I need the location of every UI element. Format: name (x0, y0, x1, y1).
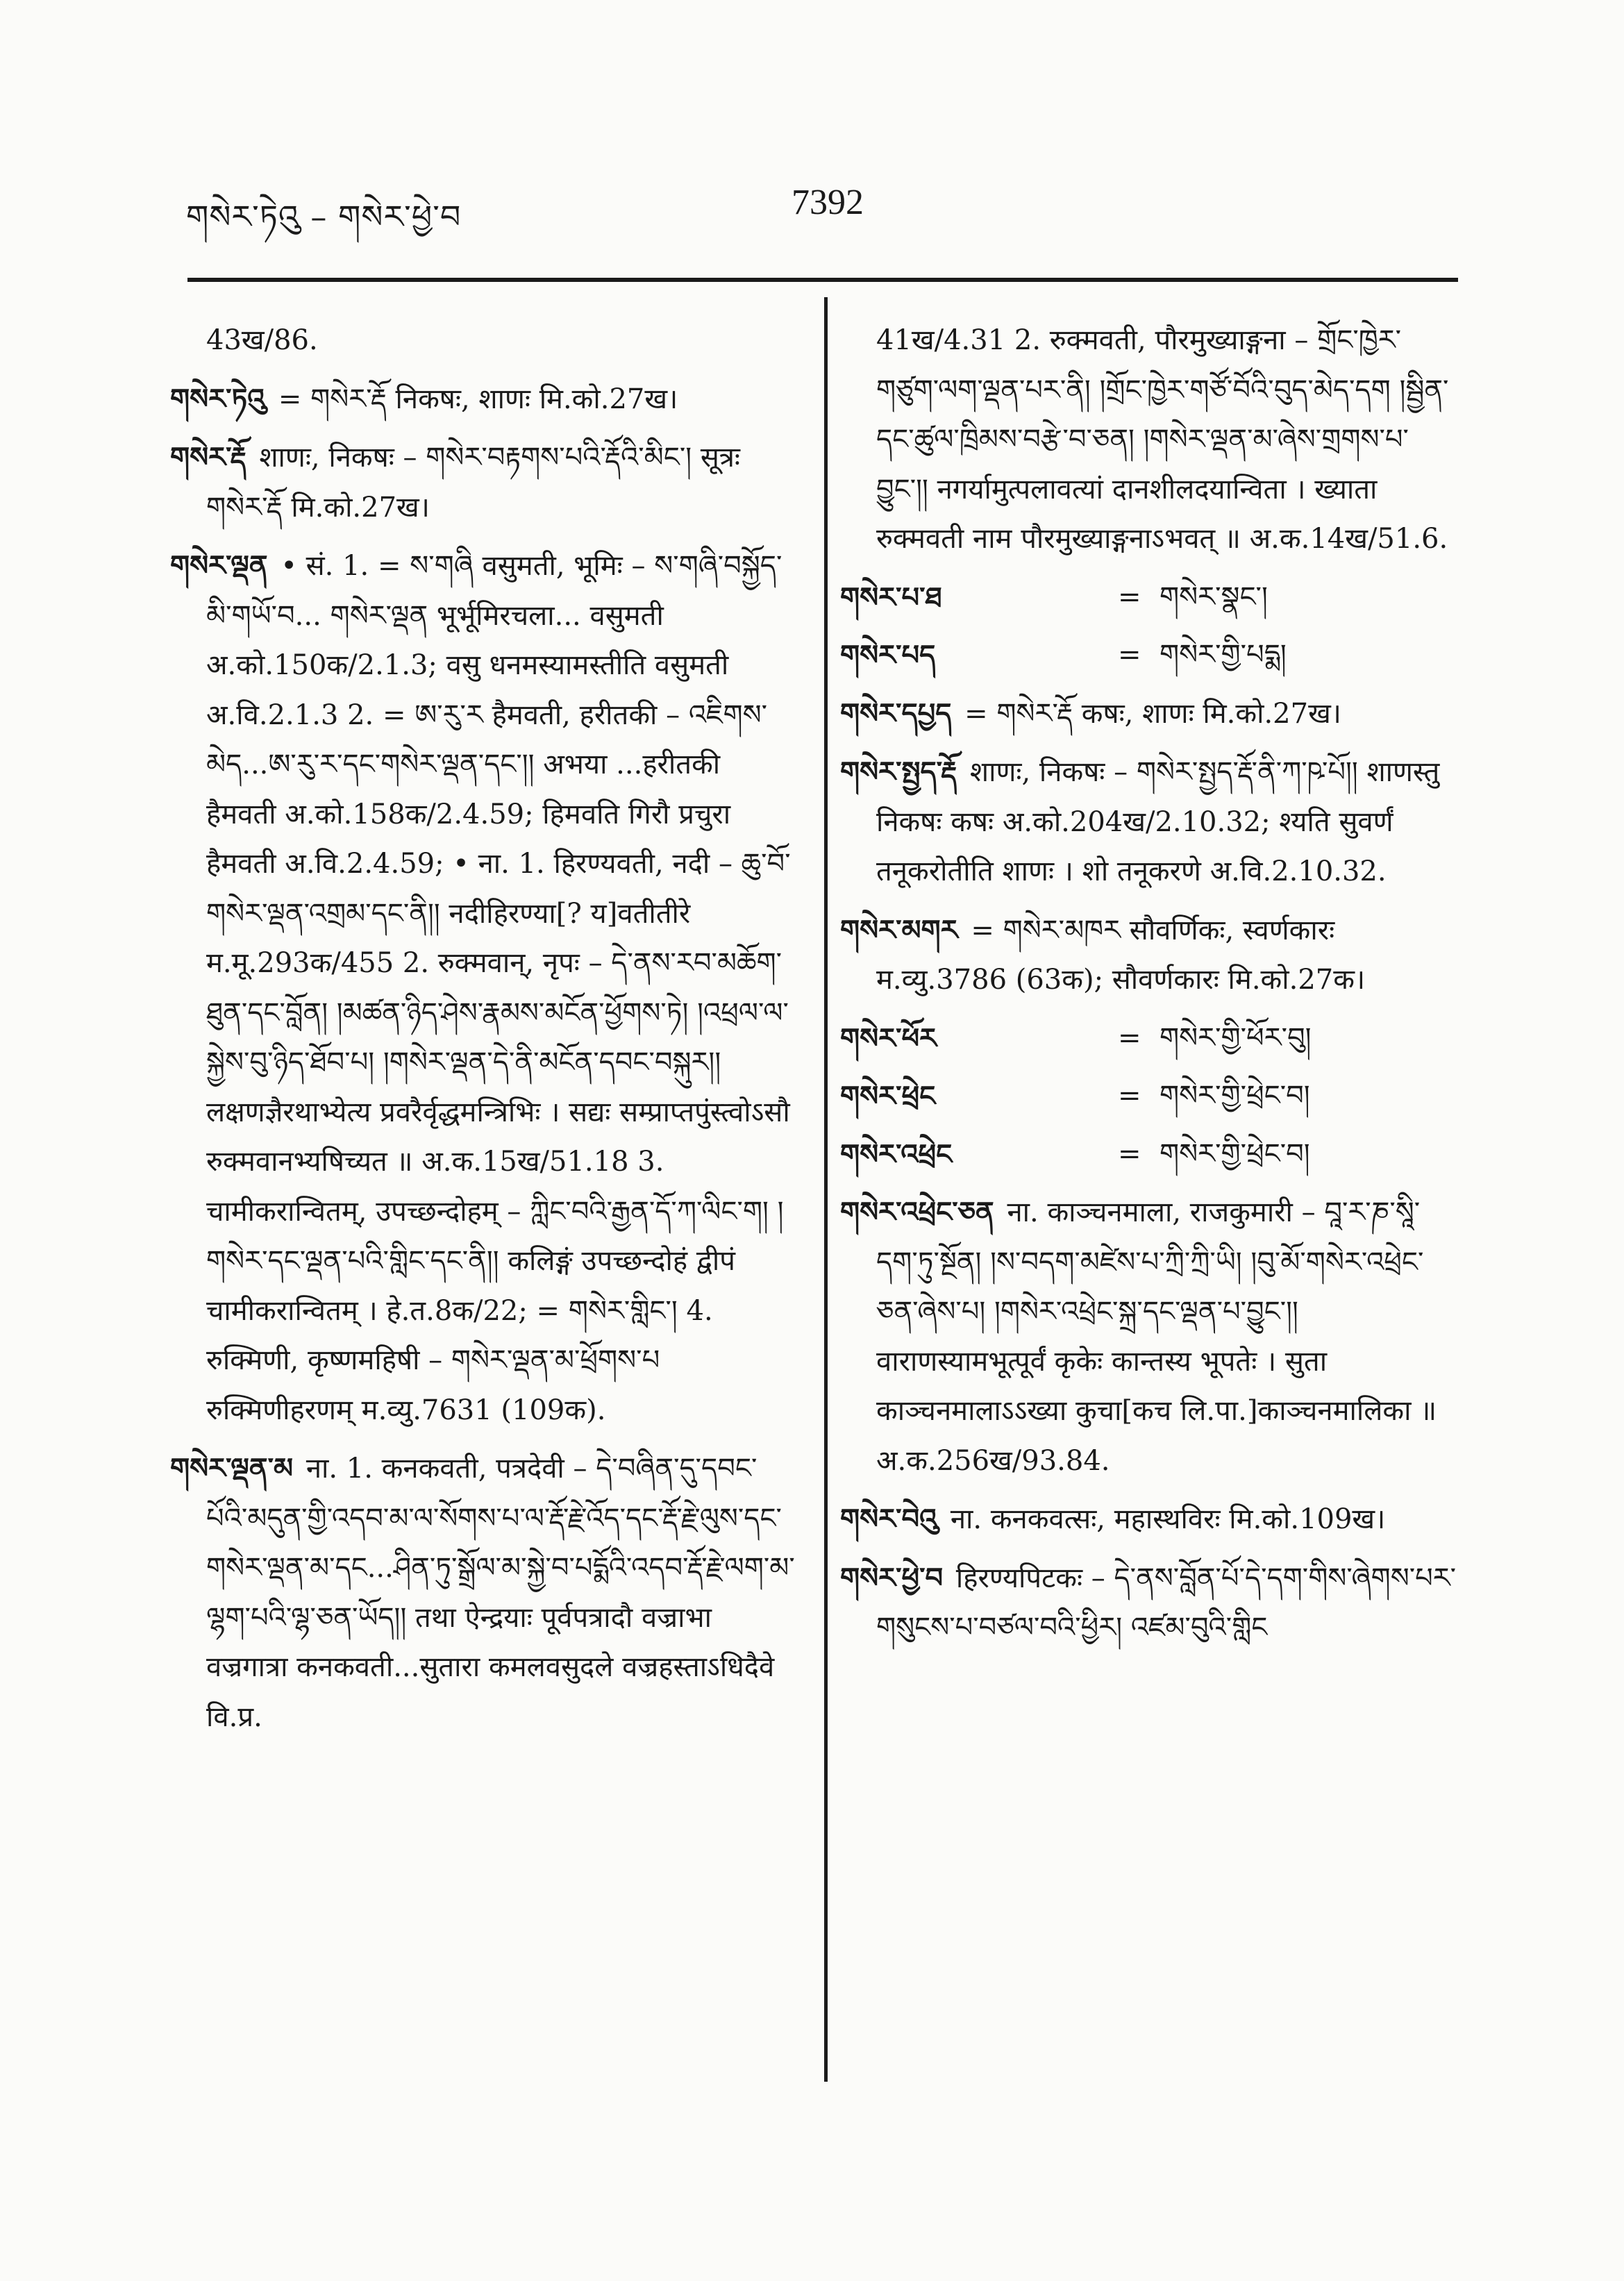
entry-definition: ना. 1. कनकवती, पत्रदेवी – དེ་བཞིན་དུ་དབང་པོའི་མདུན་གྱི་འདབ་མ་ལ་སོགས་པ་ལ་རྡོ་རྗེ་འོད་དང་རྡོ་རྗེ་ལུས་དང་གསེར་ལྡན་མ་དང...ཤིན་ཏུ་སྒྲོལ་མ་སྐྱེ་བ་པདྨོའི་འདབ་རྡོ་རྗེ་ལག་མ་ལྷག་པའི་ལྷ་ཅན་ཡོད།། तथा ऐन्द्रयाः पूर्वपत्रादौ वज्राभा वज्रगात्रा कनकवती...सुतारा कमलवसुदले वज्रहस्ताऽधिदैवे वि.प्र. (206, 1453, 795, 1733)
entry-definition: • सं. 1. = ས་གཞི वसुमती, भूमिः – ས་གཞི་བསྐྱོད་མི་གཡོ་བ... གསེར་ལྡན भूर्भूमिरचला... वसुमती अ.को.150क/2.1.3; वसु धनमस्यामस्तीति वसुमती अ.वि.2.1.3 2. = ཨ་རུ་ར हैमवती, हरीतकी – འཇིགས་མེད...ཨ་རུ་ར་དང་གསེར་ལྡན་དང་།། अभया ...हरीतकी हैमवती अ.को.158क/2.4.59; हिमवति गिरौ प्रचुरा हैमवती अ.वि.2.4.59; • ना. 1. हिरण्यवती, नदी – ཆུ་བོ་གསེར་ལྡན་འགྲམ་དང་ནི།། नदीहिरण्या[? य]वतीतीरे म.मू.293क/455 2. रुक्मवान्, नृपः – དེ་ནས་རབ་མཆོག་ཐུན་དང་བློན། །མཚན་ཉིད་ཤེས་རྣམས་མངོན་ཕྱོགས་ཏེ། །འཕྲལ་ལ་སྐྱེས་བུ་ཉིད་ཐོབ་པ། །གསེར་ལྡན་དེ་ནི་མངོན་དབང་བསྐུར།། लक्षणज्ञैरथाभ्येत्य प्रवरैर्वृद्धमन्त्रिभिः । सद्यः सम्प्राप्तपुंस्त्वोऽसौ रुक्मवानभ्यषिच्यत ॥ अ.क.15ख/51.18 3. चामीकरान्वितम्, उपच्छन्दोहम् – ཀླིང་བའི་རྒྱན་དོ་ཀ་ལིང་ག། །གསེར་དང་ལྡན་པའི་གླིང་དང་ནི།། कलिङ्गं उपच्छन्दोहं द्वीपं चामीकरान्वितम् । हे.त.8क/22; = གསེར་གླིང་། 4. रुक्मिणी, कृष्णमहिषी – གསེར་ལྡན་མ་ཕྲོགས་པ रुक्मिणीहरणम् म.व्यु.7631 (109क). (206, 550, 791, 1426)
dictionary-entry (840, 905, 1458, 1005)
xref-equals: = (1118, 1080, 1141, 1112)
entry-headword: གསེར་ལྡན་མ (170, 1452, 294, 1485)
xref-term: གསེར་འཕྲེང (840, 1137, 953, 1171)
entry-headword: གསེར་མགར (840, 913, 958, 946)
dictionary-entry (840, 689, 1458, 740)
entry-definition: हिरण्यपिटकः – དེ་ནས་བློན་པོ་དེ་དག་གིས་ཞེགས་པར་གསུངས་པ་བཙལ་བའི་ཕྱིར། འཛམ་བུའི་གླིང (876, 1562, 1457, 1644)
page-number: 7392 (792, 183, 864, 222)
column-divider (824, 297, 828, 2082)
cross-reference (840, 1071, 1458, 1121)
xref-equals: = (1118, 1021, 1141, 1054)
entry-headword: གསེར་ཏེའུ (170, 382, 266, 415)
xref-equals: = (1118, 580, 1141, 613)
dictionary-entry (840, 1494, 1458, 1545)
xref-equals: = (1118, 1137, 1141, 1170)
cross-reference (840, 1014, 1458, 1064)
entry-definition: = གསེར་རྡོ निकषः, शाणः मि.को.27ख। (278, 383, 678, 415)
entry-definition: ना. काञ्चनमाला, राजकुमारी – བཱ་ར་ཎ་སཱི་དག་ཏུ་སྔོན། །ས་བདག་མཛེས་པ་ཀྲི་ཀྲི་ཡི། །བུ་མོ་གསེར་འཕྲེང་ཅན་ཞེས་པ། །གསེར་འཕྲེང་སྐྲ་དང་ལྡན་པ་བྱུང་།། वाराणस्यामभूत्पूर्वं कृकेः कान्तस्य भूपतेः । सुता काञ्चनमालाऽऽख्या कुचा[कच लि.पा.]काञ्चनमालिका ॥ अ.क.256ख/93.84. (876, 1196, 1437, 1477)
cross-reference (840, 573, 1458, 623)
cross-reference (840, 1130, 1458, 1180)
xref-target: གསེར་གྱི་ཕོར་བུ། (1160, 1021, 1312, 1054)
entry-headword: གསེར་སྤྱད་རྡོ (840, 755, 957, 788)
xref-term: གསེར་ཕོར (840, 1021, 937, 1055)
continuation-text: 41ख/4.31 2. रुक्मवती, पौरमुख्याङ्गना – གྲོང་ཁྱེར་གཙུག་ལག་ལྡན་པར་ནི། །གྲོང་ཁྱེར་གཙོ་བོའི་བུད་མེད་དག །སྦྱིན་དང་ཚུལ་ཁྲིམས་བརྩེ་བ་ཅན། །གསེར་ལྡན་མ་ཞེས་གྲགས་པ་བྱུང་།། नगर्यामुत्पलावत्यां दानशीलदयान्विता । ख्याता रुक्मवती नाम पौरमुख्याङ्गनाऽभवत् ॥ अ.क.14ख/51.6. (876, 324, 1449, 555)
entry-headword: གསེར་བེའུ (840, 1503, 938, 1535)
entry-headword: གསེར་དཔྱད (840, 696, 952, 730)
cross-reference (840, 630, 1458, 680)
header-rule (187, 278, 1458, 282)
xref-target: གསེར་གྱི་ཕྲེང་བ། (1160, 1080, 1310, 1112)
xref-target: གསེར་གྱི་པདྨ། (1160, 639, 1287, 671)
dictionary-entry (840, 1553, 1458, 1653)
right-column (840, 316, 1458, 1662)
entry-definition: ना. कनकवत्सः, महास्थविरः मि.को.109ख। (950, 1503, 1386, 1535)
entry-definition: शाणः, निकषः – གསེར་བརྟགས་པའི་རྡོའི་མིང་། सूत्रः གསེར་རྡོ मि.को.27ख। (206, 442, 741, 524)
entry-definition: = གསེར་མཁར सौवर्णिकः, स्वर्णकारः म.व्यु.3786 (63क); सौवर्णकारः मि.को.27क। (876, 914, 1366, 996)
dictionary-entry (170, 541, 795, 1435)
dictionary-entry (170, 374, 795, 425)
entry-headword: གསེར་ལྡན (170, 549, 268, 582)
xref-target: གསེར་གྱི་ཕྲེང་བ། (1160, 1137, 1310, 1170)
dictionary-entry (170, 1444, 795, 1742)
dictionary-entry (840, 1187, 1458, 1486)
left-column (170, 316, 795, 1751)
continuation-text: 43ख/86. (206, 324, 318, 356)
xref-term: གསེར་ཕྲེང (840, 1080, 936, 1112)
entry-headword: གསེར་ཕྱེ་བ (840, 1561, 944, 1594)
running-header: གསེར་ཏེའུ – གསེར་ཕྱེ་བ (186, 198, 462, 235)
xref-equals: = (1118, 639, 1141, 671)
entry-headword: གསེར་འཕྲེང་ཅན (840, 1196, 994, 1228)
xref-target: གསེར་སྣང་། (1160, 580, 1268, 613)
entry-definition: शाणः, निकषः – གསེར་སྤྱད་རྡོ་ནི་ཀ་ཥ་པོ།། शाणस्तु निकषः कषः अ.को.204ख/2.10.32; श्यति सुवर्णं तनूकरोतीति शाणः । शो तनूकरणे अ.वि.2.10.32. (876, 756, 1440, 887)
xref-term: གསེར་པད (840, 639, 936, 671)
entry-definition: = གསེར་རྡོ कषः, शाणः मि.को.27ख। (964, 697, 1341, 730)
dictionary-entry (840, 747, 1458, 897)
entry-headword: གསེར་རྡོ (170, 441, 246, 474)
dictionary-entry (170, 433, 795, 533)
xref-term: གསེར་པ་ཐ (840, 580, 942, 614)
